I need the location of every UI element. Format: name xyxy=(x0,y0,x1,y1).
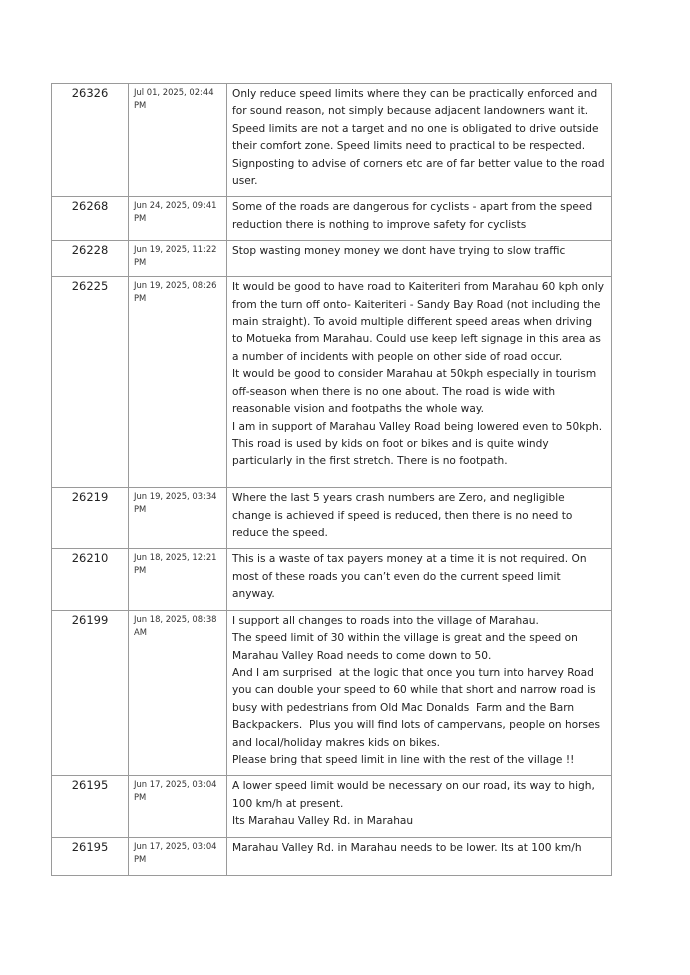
submission-date: Jul 01, 2025, 02:44 PM xyxy=(129,84,227,197)
feedback-table xyxy=(51,83,612,876)
submission-id: 26199 xyxy=(52,610,129,776)
submission-comment xyxy=(227,549,612,610)
table-row xyxy=(52,84,612,197)
submission-comment xyxy=(227,241,612,277)
submission-id: 26225 xyxy=(52,277,129,488)
comment-paragraph: Where the last 5 years crash numbers are Zero, and negligible change is achieved if speed is reduced, then there is no need to reduce the speed. xyxy=(232,492,576,540)
submission-date: Jun 19, 2025, 11:22 PM xyxy=(129,241,227,277)
comment-paragraph: It would be good to have road to Kaiteriteri from Marahau 60 kph only from the turn off onto- Kaiteriteri - Sandy Bay Road (not including the main straight). To avoid multiple different speed areas when driving to Motueka from Marahau. Could use keep left signage in this area as a number of incidents with people on other side of road occur. xyxy=(232,281,608,363)
comment-paragraph: Its Marahau Valley Rd. in Marahau xyxy=(232,815,414,828)
submission-date: Jun 19, 2025, 08:26 PM xyxy=(129,277,227,488)
submission-date: Jun 18, 2025, 08:38 AM xyxy=(129,610,227,776)
comment-paragraph: This is a waste of tax payers money at a time it is not required. On most of these roads you can’t even do the current speed limit anyway. xyxy=(232,553,590,601)
submission-id: 26326 xyxy=(52,84,129,197)
submission-id: 26210 xyxy=(52,549,129,610)
comment-paragraph: I am in support of Marahau Valley Road being lowered even to 50kph. This road is used by kids on foot or bikes and is quite windy particularly in the first stretch. There is no footpath. xyxy=(232,420,606,468)
comment-paragraph: Please bring that speed limit in line with the rest of the village !! xyxy=(232,753,575,766)
submission-id: 26268 xyxy=(52,197,129,241)
comment-paragraph: The speed limit of 30 within the village is great and the speed on Marahau Valley Road needs to come down to 50. xyxy=(232,632,582,662)
submission-comment xyxy=(227,488,612,549)
submission-comment xyxy=(227,837,612,875)
comment-paragraph: A lower speed limit would be necessary on our road, its way to high, 100 km/h at present. xyxy=(232,780,599,810)
submission-id: 26228 xyxy=(52,241,129,277)
submission-id: 26195 xyxy=(52,776,129,837)
comment-paragraph: I support all changes to roads into the village of Marahau. xyxy=(232,614,539,627)
table-row xyxy=(52,241,612,277)
table-row xyxy=(52,488,612,549)
comment-paragraph: Some of the roads are dangerous for cyclists - apart from the speed reduction there is nothing to improve safety for cyclists xyxy=(232,201,596,231)
submission-comment xyxy=(227,197,612,241)
submission-comment xyxy=(227,84,612,197)
comment-paragraph: And I am surprised at the logic that once you turn into harvey Road you can double your speed to 60 while that short and narrow road is busy with pedestrians from Old Mac Donalds Farm and the Barn Backpackers. Plus you will find lots of campervans, people on horses and local/holiday makres kids on bikes. xyxy=(232,666,604,749)
table-row xyxy=(52,776,612,837)
table-row xyxy=(52,277,612,488)
feedback-table-body xyxy=(52,84,612,876)
comment-paragraph: Marahau Valley Rd. in Marahau needs to be lower. Its at 100 km/h xyxy=(232,841,582,854)
submission-date: Jun 18, 2025, 12:21 PM xyxy=(129,549,227,610)
comment-paragraph: Stop wasting money money we dont have trying to slow traffic xyxy=(232,245,566,258)
submission-id: 26195 xyxy=(52,837,129,875)
submission-date: Jun 24, 2025, 09:41 PM xyxy=(129,197,227,241)
submission-date: Jun 17, 2025, 03:04 PM xyxy=(129,837,227,875)
submission-date: Jun 17, 2025, 03:04 PM xyxy=(129,776,227,837)
comment-paragraph: It would be good to consider Marahau at 50kph especially in tourism off-season when there is no one about. The road is wide with reasonable vision and footpaths the whole way. xyxy=(232,368,600,416)
comment-paragraph: Only reduce speed limits where they can be practically enforced and for sound reason, not simply because adjacent landowners want it. Speed limits are not a target and no one is obligated to drive outside their comfort zone. Speed limits need to practical to be respected. Signposting to advise of corners etc are of far better value to the road user. xyxy=(232,88,609,188)
submission-comment xyxy=(227,776,612,837)
submission-date: Jun 19, 2025, 03:34 PM xyxy=(129,488,227,549)
submission-id: 26219 xyxy=(52,488,129,549)
table-row xyxy=(52,549,612,610)
submission-comment xyxy=(227,610,612,776)
table-row xyxy=(52,837,612,875)
table-row xyxy=(52,610,612,776)
submission-comment xyxy=(227,277,612,488)
table-row xyxy=(52,197,612,241)
